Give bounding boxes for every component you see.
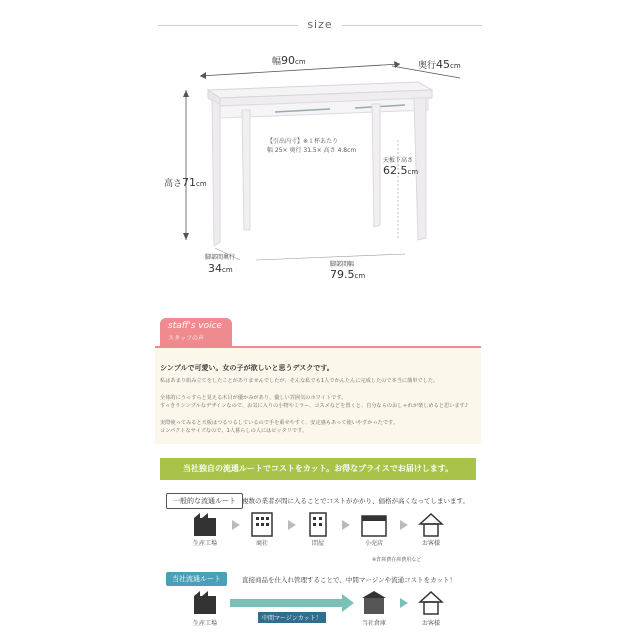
arrow-icon [400,598,408,608]
general-route-icons [160,510,476,540]
leg-width-label: 脚部間幅 [330,261,355,268]
arrow-icon [288,520,296,530]
leg-depth-label: 脚部間奥行 [205,254,236,261]
staff-paragraph-1: 私はあまり組み立てをしたことがありませんでしたが、そんな私でも1人でかんたんに完成したので本当に簡単でした。 [160,378,439,384]
factory-icon [194,591,216,614]
warehouse-icon [362,591,386,614]
general-route-desc: 複数の業者が間に入ることでコストがかかり、価格が高くなってしまいます。 [242,497,469,505]
drawer-inner-size-note: 【引出内寸】※１杯あたり 幅 25× 奥行 31.5× 高さ 4.8cm [267,138,357,154]
route1-label-wholesale: 問屋 [311,540,324,547]
arrow-icon [400,520,408,530]
route1-label-factory: 生産工場 [192,540,217,547]
depth-dimension: 奥行45cm [418,58,461,71]
margin-cut-badge: 中間マージンカット！ [258,612,326,623]
route1-label-trading: 商社 [255,540,268,547]
route1-label-retail: 小売店 [364,540,383,547]
house-icon [420,592,442,614]
height-dimension: 高さ71cm [164,176,207,189]
title-divider-right [342,25,482,26]
leg-width-dimension: 79.5cm [330,268,366,281]
office-icon [252,513,272,536]
arrow-icon [342,520,350,530]
leg-depth-dimension: 34cm [208,262,233,275]
section-title: size [307,18,333,31]
retail-subnote: ※倉庫費在庫費用など [372,557,422,563]
general-route-label: 一般的な流通ルート [166,493,243,509]
route2-label-factory: 生産工場 [192,620,217,627]
staff-paragraph-3: すっきりシンプルなデザインなので、お気に入りの小物やミラー、コスメなどを置くと、自分ならのおしゃれが楽しめると思います♪ [160,403,469,409]
route1-label-customer: お客様 [421,540,440,547]
staff-voice-tab: staff's voice スタッフの声 [160,318,232,346]
route2-label-customer: お客様 [421,620,440,627]
margin-cut-arrow-icon [230,599,342,607]
house-icon [420,514,442,536]
staff-heading: シンプルで可愛い。女の子が欲しいと思うデスクです。 [160,364,334,372]
under-height-label: 天板下高さ [383,157,414,164]
desk-illustration [160,60,480,280]
route2-label-warehouse: 当社倉庫 [361,620,386,627]
company-route-desc: 直接商品を仕入れ管理することで、中間マージンや流通コストをカット！ [242,576,457,584]
title-divider-left [158,25,298,26]
staff-paragraph-4: 実際使ってみると天板はつるつるしているので手を乗せやすく、安定感もあって使いやすかったです。 [160,420,399,426]
factory-icon [194,513,216,536]
width-dimension: 幅90cm [272,54,306,67]
store-icon [362,516,386,536]
staff-paragraph-2: 全体的にうっすらと見える木目が優かみがあり、優しい雰囲気のホワイトです。 [160,395,347,401]
company-route-label: 当社流通ルート [166,572,227,586]
staff-paragraph-5: コンパクトなサイズなので、1人暮らしの人にはピッタリです。 [160,428,308,434]
under-height-dimension: 62.5cm [383,164,419,177]
arrow-icon [232,520,240,530]
building-icon [310,513,326,536]
flow-banner: 当社独自の流通ルートでコストをカット。お得なプライスでお届けします。 [160,458,476,480]
